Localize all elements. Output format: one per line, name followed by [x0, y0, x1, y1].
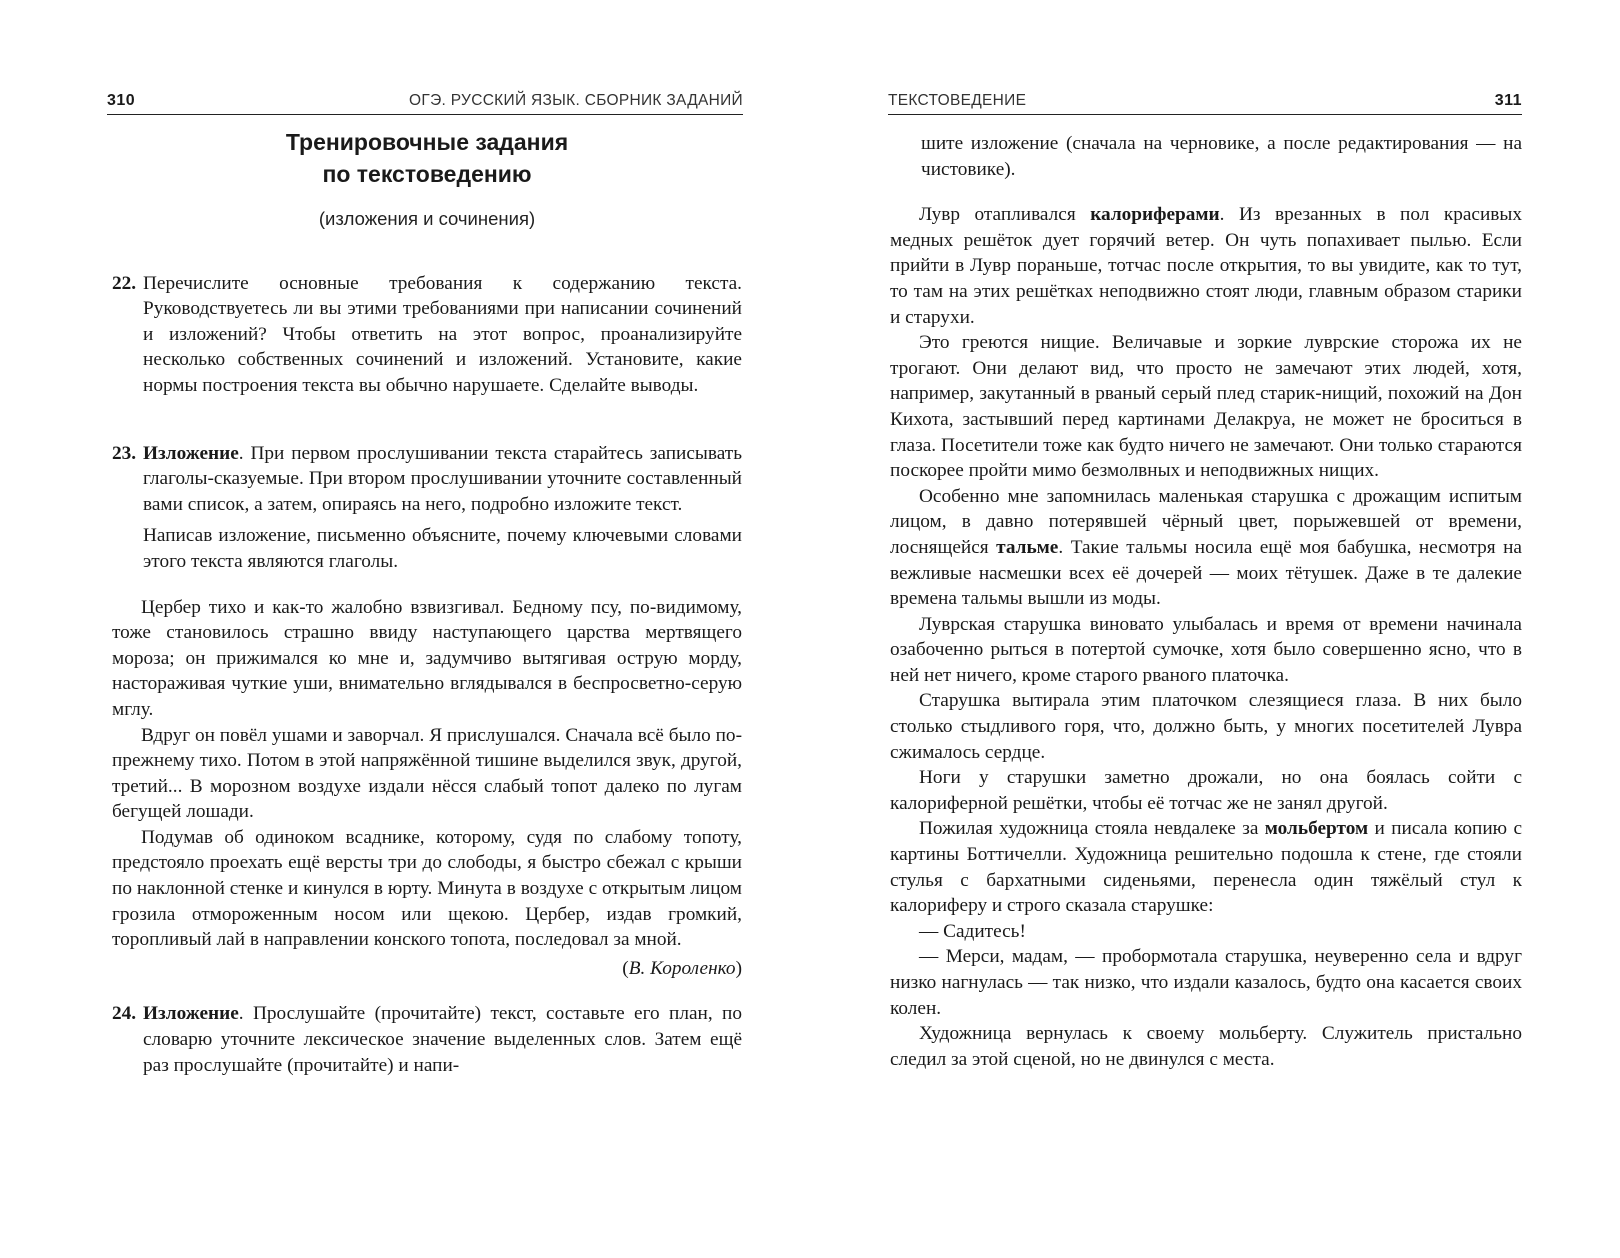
story-paragraph: Подумав об одиноком всаднике, которому, судя по слабому топоту, предстояло проехать ещё версты три до слободы, я быстро сбежал с крыши по наклонной стенке и кинулся в юрту. Минута в воздухе с открытым лицом грозила отмороженным носом или щекою. Цербер, издав громкий, торопливый лай в направлении конского топота, последовал за мной.: [112, 826, 742, 951]
page-number: 310: [107, 92, 136, 109]
task-number: 24.: [112, 1003, 137, 1025]
right-page: [810, 0, 1620, 1258]
author-name: В. Короленко: [628, 957, 736, 979]
highlighted-word: тальме: [996, 536, 1059, 558]
text-paragraph: Художница вернулась к своему мольберту. Служитель пристально следил за этой сценой, но не двинулся с места.: [890, 1023, 1522, 1070]
text-run: Пожилая художница стояла невдалеке за: [919, 818, 1265, 840]
task-24: [112, 1001, 742, 1078]
text-paragraph: Луврская старушка виновато улыбалась и время от времени начинала озабоченно рыться в потертой сумочке, хотя было совершенно ясно, что в ней нет ничего, кроме старого рваного платочка.: [890, 613, 1522, 686]
text-run: и писала копию с картины Боттичелли. Художница решительно подошла к стене, где стояли стулья с бархатными сиденьями, перенесла один тяжёлый стул к калориферу и строго сказала старушке:: [890, 818, 1522, 917]
task-continuation: шите изложение (сначала на черновике, а после редактирования — на чистовике).: [921, 133, 1522, 180]
task-label: Изложение: [143, 442, 239, 464]
running-header: [107, 88, 743, 115]
text-paragraph: Это греются нищие. Величавые и зоркие луврские сторожа их не трогают. Они делают вид, что просто не замечают этих людей, хотя, например, закутанный в рваный серый плед старик-нищий, похожий на Дон Кихота, застывший перед картинами Делакруа, не может не броситься в глаза. Посетители тоже как будто ничего не замечают. Они только стараются поскорее пройти мимо безмолвных и неподвижных нищих.: [890, 332, 1522, 482]
text-run: Лувр отапливался: [919, 204, 1091, 226]
task-23: [112, 441, 742, 575]
text-run: Особенно мне запомнилась маленькая старушка с дрожащим испитым лицом, в давно потерявшей чёрный цвет, порыжевшей от времени, лоснящейся: [890, 485, 1522, 558]
highlighted-word: калориферами: [1090, 204, 1220, 226]
page-content: [890, 131, 1522, 1072]
story-paragraph: Цербер тихо и как-то жалобно взвизгивал. Бедному псу, по-видимому, тоже становилось страшно ввиду наступающего царства мертвящего мороза; он прижимался ко мне и, задумчиво вытягивая острую морду, настораживая чуткие уши, внимательно вглядывался в беспросветно-серую мглу.: [112, 596, 742, 720]
section-title: [112, 126, 742, 190]
task-22: [112, 271, 742, 399]
dialogue-line: — Мерси, мадам, — пробормотала старушка, неуверенно села и вдруг низко нагнулась — так низко, что издали казалось, будто она касается своих колен.: [890, 946, 1522, 1019]
story-paragraph: Вдруг он повёл ушами и заворчал. Я прислушался. Сначала всё было по-прежнему тихо. Потом в этой напряжённой тишине выделился звук, другой, третий... В морозном воздухе издали нёсся слабый топот далеко по лугам бегущей лошади.: [112, 724, 742, 823]
text-run: . Из врезанных в пол красивых медных решёток дует горячий ветер. Он чуть попахивает пылью. Если прийти в Лувр пораньше, тотчас после открытия, то вы увидите, как то тут, то там на этих решётках неподвижно стоят люди, главным образом старики и старухи.: [890, 204, 1523, 328]
task-label: Изложение: [143, 1003, 239, 1025]
section-title-line-2: по текстоведению: [322, 161, 532, 187]
page-content: [112, 126, 742, 1078]
task-text: Перечислите основные требования к содержанию текста. Руководствуетесь ли вы этими требованиями при написании сочинений и изложений? Чтобы ответить на этот вопрос, проанализируйте несколько собственных сочинений и изложений. Установите, какие нормы построения текста вы обычно нарушаете. Сделайте выводы.: [143, 272, 742, 396]
running-title: ТЕКСТОВЕДЕНИЕ: [888, 92, 1027, 109]
task-text: [143, 441, 742, 518]
section-title-line-1: Тренировочные задания: [285, 129, 569, 155]
running-header: [888, 88, 1522, 115]
highlighted-word: мольбертом: [1264, 818, 1369, 840]
running-title: ОГЭ. РУССКИЙ ЯЗЫК. СБОРНИК ЗАДАНИЙ: [409, 92, 743, 109]
text-paragraph: [890, 202, 1522, 330]
text-paragraph: [890, 816, 1522, 918]
dialogue-line: — Садитесь!: [919, 920, 1026, 942]
text-paragraph: Ноги у старушки заметно дрожали, но она боялась сойти с калориферной решётки, чтобы её тотчас же не занял другой.: [890, 767, 1522, 814]
task-number: 22.: [112, 272, 137, 294]
task-number: 23.: [112, 442, 137, 464]
task-extra-text: Написав изложение, письменно объясните, почему ключевыми словами этого текста являются глаголы.: [143, 525, 742, 572]
author-attribution: (В. Короленко): [622, 957, 742, 979]
page-number: 311: [1494, 92, 1522, 109]
text-paragraph: [890, 484, 1522, 612]
task-body: . При первом прослушивании текста старайтесь записывать глаголы-сказуемые. При втором прослушивании уточните составленный вами список, а затем, опираясь на него, подробно изложите текст.: [143, 442, 742, 515]
task-body: . Прослушайте (прочитайте) текст, составьте его план, по словарю уточните лексическое значение выделенных слов. Затем ещё раз прослушайте (прочитайте) и напи-: [143, 1003, 742, 1076]
section-subtitle: (изложения и сочинения): [318, 208, 536, 229]
text-paragraph: Старушка вытирала этим платочком слезящиеся глаза. В них было столько стыдливого горя, что, должно быть, у многих посетителей Лувра сжималось сердце.: [890, 690, 1522, 763]
task-text: [143, 1001, 742, 1078]
text-run: . Такие тальмы носила ещё моя бабушка, несмотря на вежливые насмешки всех её дочерей — моих тётушек. Даже в те далекие времена тальмы вышли из моды.: [890, 536, 1522, 610]
